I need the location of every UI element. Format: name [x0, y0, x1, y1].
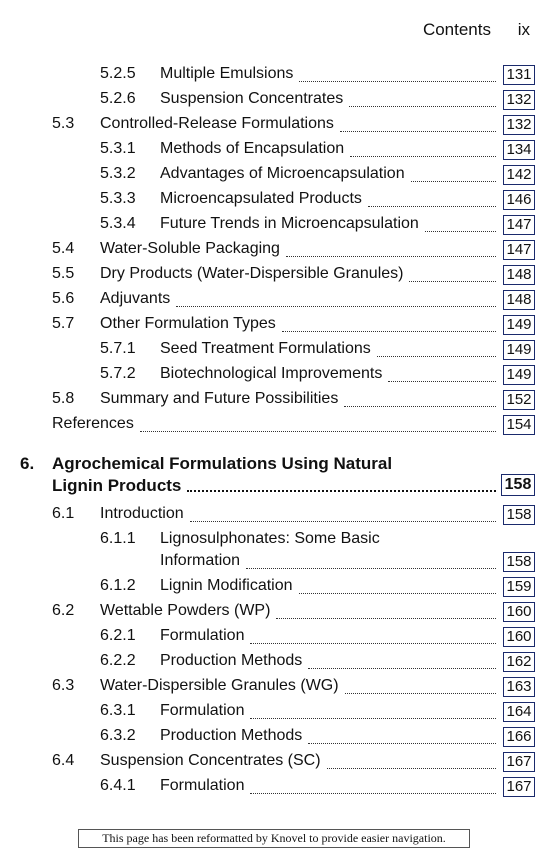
entry-number: 5.8 — [52, 390, 75, 407]
entry-title: Production Methods — [160, 652, 306, 670]
page-link[interactable]: 154 — [503, 415, 535, 435]
entry-title: Adjuvants — [100, 290, 174, 308]
toc-entry[interactable] — [0, 115, 546, 137]
dot-leader — [368, 206, 496, 207]
entry-title: Other Formulation Types — [100, 315, 280, 333]
entry-title-continued: Information — [160, 552, 244, 570]
dot-leader — [299, 593, 496, 594]
dot-leader — [425, 231, 496, 232]
entry-title: Wettable Powders (WP) — [100, 602, 274, 620]
toc-entry-continuation[interactable] — [0, 552, 546, 574]
entry-number: 6.2 — [52, 602, 75, 619]
dot-leader — [411, 181, 496, 182]
page-link[interactable]: 163 — [503, 677, 535, 697]
dot-leader — [345, 693, 496, 694]
dot-leader — [282, 331, 496, 332]
entry-title: Seed Treatment Formulations — [160, 340, 375, 358]
dot-leader — [140, 431, 496, 432]
toc-entry[interactable] — [0, 577, 546, 599]
dot-leader — [340, 131, 496, 132]
entry-title: Introduction — [100, 505, 188, 523]
entry-title: References — [52, 415, 138, 433]
page-link[interactable]: 134 — [503, 140, 535, 160]
entry-number: 6.2.1 — [100, 627, 136, 644]
entry-title: Lignin Modification — [160, 577, 297, 595]
entry-title: Methods of Encapsulation — [160, 140, 348, 158]
page-link[interactable]: 149 — [503, 365, 535, 385]
entry-number: 5.7.1 — [100, 340, 136, 357]
dot-leader — [250, 718, 496, 719]
toc-entry[interactable] — [0, 65, 546, 87]
dot-leader — [327, 768, 496, 769]
dot-leader — [308, 743, 496, 744]
entry-number: 5.6 — [52, 290, 75, 307]
entry-title: Water-Dispersible Granules (WG) — [100, 677, 343, 695]
entry-number: 6.2.2 — [100, 652, 136, 669]
entry-number: 5.7 — [52, 315, 75, 332]
toc-entry[interactable] — [0, 602, 546, 624]
toc-entry[interactable] — [0, 702, 546, 724]
dot-leader — [308, 668, 496, 669]
toc-entry[interactable] — [0, 240, 546, 262]
toc-entry[interactable] — [0, 530, 546, 552]
toc-entry[interactable] — [0, 505, 546, 527]
toc-entry[interactable] — [0, 165, 546, 187]
toc-entry[interactable] — [0, 727, 546, 749]
entry-title: Dry Products (Water-Dispersible Granules) — [100, 265, 407, 283]
footer-notice: This page has been reformatted by Knovel to provide easier navigation. — [78, 829, 470, 848]
entry-title: Water-Soluble Packaging — [100, 240, 284, 258]
dot-leader — [250, 643, 496, 644]
entry-number: 5.3.3 — [100, 190, 136, 207]
toc-entry-references[interactable] — [0, 415, 546, 437]
entry-title: Multiple Emulsions — [160, 65, 297, 83]
running-header — [423, 20, 530, 40]
toc-entry[interactable] — [0, 265, 546, 287]
page-link[interactable]: 158 — [503, 505, 535, 525]
page-link[interactable]: 162 — [503, 652, 535, 672]
entry-title: Suspension Concentrates — [160, 90, 347, 108]
entry-title: Formulation — [160, 627, 248, 645]
page-link[interactable]: 142 — [503, 165, 535, 185]
page-link[interactable]: 147 — [503, 215, 535, 235]
entry-number: 5.2.6 — [100, 90, 136, 107]
entry-number: 5.7.2 — [100, 365, 136, 382]
page-link[interactable]: 164 — [503, 702, 535, 722]
entry-number: 6.1 — [52, 505, 75, 522]
entry-number: 5.3.1 — [100, 140, 136, 157]
header-page-number: ix — [517, 20, 530, 39]
entry-title: Suspension Concentrates (SC) — [100, 752, 325, 770]
entry-number: 6.1.2 — [100, 577, 136, 594]
toc-entry[interactable] — [0, 90, 546, 112]
dot-leader — [176, 306, 496, 307]
entry-number: 5.3.4 — [100, 215, 136, 232]
dot-leader — [350, 156, 496, 157]
entry-number: 5.3 — [52, 115, 75, 132]
entry-number: 5.4 — [52, 240, 75, 257]
page-link[interactable]: 132 — [503, 90, 535, 110]
entry-title: Future Trends in Microencapsulation — [160, 215, 423, 233]
toc-entry[interactable] — [0, 752, 546, 774]
page-link[interactable]: 147 — [503, 240, 535, 260]
toc-entry[interactable] — [0, 215, 546, 237]
entry-title: Microencapsulated Products — [160, 190, 366, 208]
dot-leader — [286, 256, 496, 257]
toc-entry[interactable] — [0, 340, 546, 362]
page-link[interactable]: 167 — [503, 777, 535, 797]
dot-leader — [299, 81, 496, 82]
dot-leader — [246, 568, 496, 569]
dot-leader — [250, 793, 496, 794]
entry-title: Advantages of Microencapsulation — [160, 165, 409, 183]
toc-entry[interactable] — [0, 777, 546, 799]
chapter-heading[interactable] — [0, 454, 546, 500]
page-link[interactable]: 167 — [503, 752, 535, 772]
page-link[interactable]: 149 — [503, 340, 535, 360]
page-link[interactable]: 132 — [503, 115, 535, 135]
entry-number: 6.3.1 — [100, 702, 136, 719]
page-link[interactable]: 158 — [503, 552, 535, 572]
dot-leader — [276, 618, 496, 619]
chapter-title-line1: Agrochemical Formulations Using Natural — [52, 454, 393, 473]
dot-leader — [409, 281, 496, 282]
entry-title: Formulation — [160, 777, 248, 795]
page-link[interactable]: 152 — [503, 390, 535, 410]
toc-entry[interactable] — [0, 627, 546, 649]
dot-leader — [349, 106, 496, 107]
toc-entry[interactable] — [0, 652, 546, 674]
page-link[interactable]: 159 — [503, 577, 535, 597]
chapter-number: 6. — [20, 454, 35, 473]
toc-entry[interactable] — [0, 390, 546, 412]
toc-entry[interactable] — [0, 365, 546, 387]
entry-title: Production Methods — [160, 727, 306, 745]
entry-title: Summary and Future Possibilities — [100, 390, 342, 408]
page-link[interactable]: 160 — [503, 602, 535, 622]
page-link[interactable]: 160 — [503, 627, 535, 647]
entry-number: 6.3 — [52, 677, 75, 694]
dot-leader — [377, 356, 496, 357]
toc-entry[interactable] — [0, 140, 546, 162]
page-link[interactable]: 166 — [503, 727, 535, 747]
entry-number: 5.2.5 — [100, 65, 136, 82]
entry-title: Controlled-Release Formulations — [100, 115, 338, 133]
dot-leader — [187, 490, 496, 492]
page-link[interactable]: 146 — [503, 190, 535, 210]
entry-title: Biotechnological Improvements — [160, 365, 386, 383]
toc-entry[interactable] — [0, 290, 546, 312]
entry-number: 6.1.1 — [100, 530, 136, 547]
toc-entry[interactable] — [0, 315, 546, 337]
toc-entry[interactable] — [0, 190, 546, 212]
dot-leader — [388, 381, 496, 382]
toc-entry[interactable] — [0, 677, 546, 699]
dot-leader — [190, 521, 496, 522]
chapter-title-line2: Lignin Products — [52, 476, 185, 496]
entry-number: 6.3.2 — [100, 727, 136, 744]
entry-number: 5.5 — [52, 265, 75, 282]
dot-leader — [344, 406, 496, 407]
page-link[interactable]: 148 — [503, 265, 535, 285]
page-link[interactable]: 148 — [503, 290, 535, 310]
page-link[interactable]: 131 — [503, 65, 535, 85]
header-label: Contents — [422, 20, 491, 39]
entry-number: 5.3.2 — [100, 165, 136, 182]
entry-title: Lignosulphonates: Some Basic — [160, 530, 380, 547]
page-link[interactable]: 158 — [501, 474, 535, 496]
entry-number: 6.4.1 — [100, 777, 136, 794]
entry-number: 6.4 — [52, 752, 75, 769]
entry-title: Formulation — [160, 702, 248, 720]
page-link[interactable]: 149 — [503, 315, 535, 335]
